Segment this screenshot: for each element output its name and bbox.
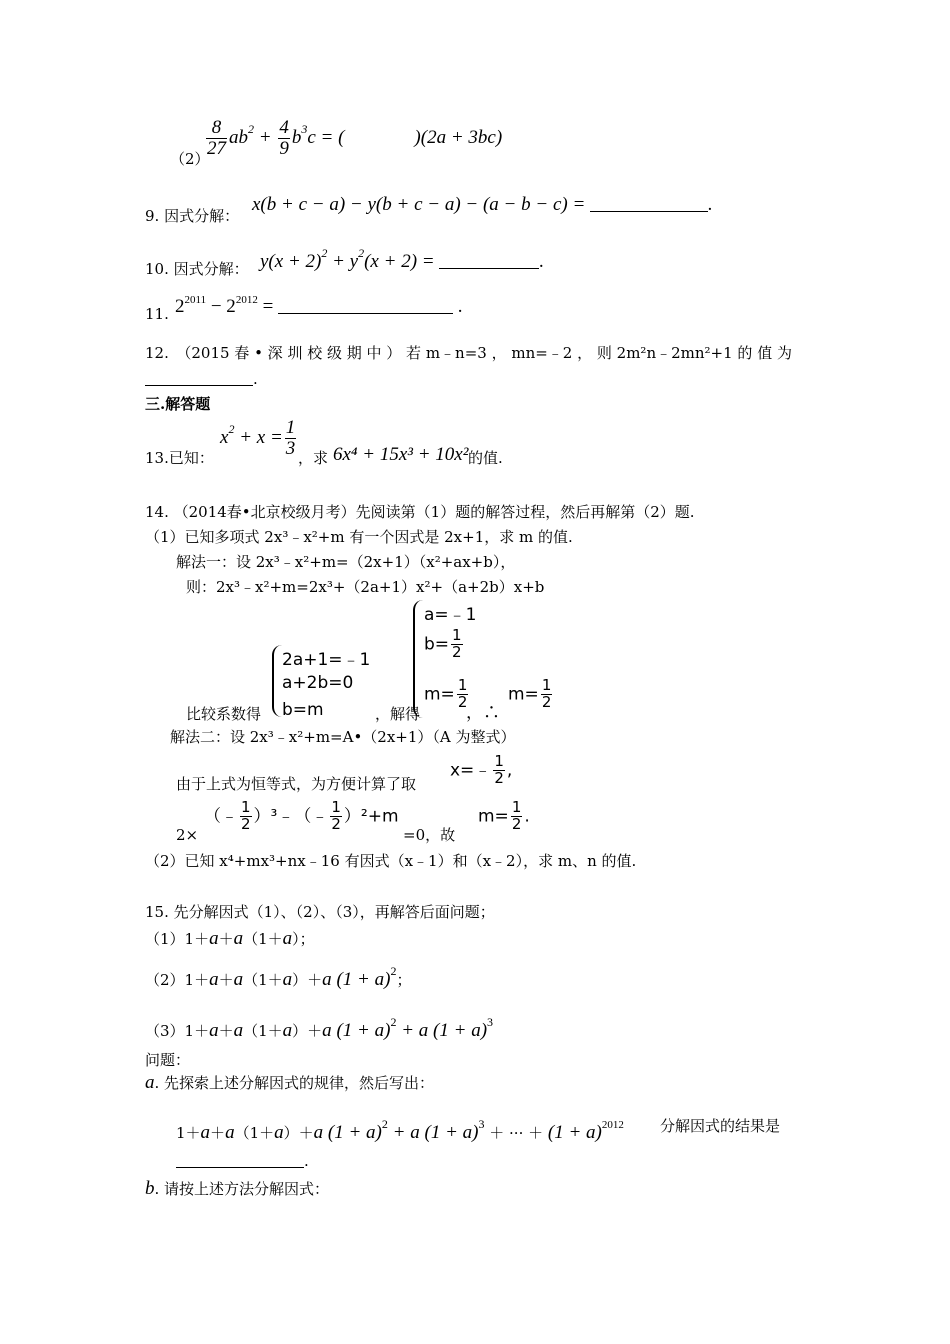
q14-compare: 比较系数得 [186, 705, 262, 723]
q14-therefore: ，∴ [466, 703, 500, 723]
q14-method2: 解法二：设 2x³﹣x²+m=A•（2x+1）（A 为整式） [170, 728, 516, 746]
q14-2x: 2× [176, 826, 199, 844]
q15-intro: 15. 先分解因式（1）、（2）、（3），再解答后面问题； [145, 903, 495, 921]
q8-label: （2） [170, 150, 210, 168]
q9-answer-blank[interactable] [590, 211, 708, 212]
q15-answer-line: . [176, 1152, 309, 1170]
q14-part2: （2）已知 x⁴+mx³+nx﹣16 有因式（x﹣1）和（x﹣2），求 m、n 的值. [145, 852, 637, 870]
q14-method1-b: 则：2x³﹣x²+m=2x³+（2a+1）x²+（a+2b）x+b [186, 578, 545, 596]
q13-tail: 的值. [468, 449, 503, 467]
q14-zero: =0，故 [403, 826, 456, 844]
q9-label: 9. 因式分解： [145, 207, 240, 225]
q11-label: 11. [145, 305, 169, 323]
q10-expression: $y(x + 2)^2 + y^2(x + 2)$ = . [260, 246, 545, 272]
q9-expression: x(b + c − a) − y(b + c − a) − (a − b − c) = . [252, 194, 713, 215]
q14-substitution: （﹣ $\frac{1}{2}$ ）³﹣（﹣ $\frac{1}{2}$ ）²+m [204, 798, 399, 833]
q14-sol-a: a=﹣1 [424, 605, 477, 625]
q14-m-result: m= $\frac{1}{2}$ [508, 676, 552, 711]
q11-answer-blank[interactable] [278, 313, 453, 314]
q13-label: 13.已知： [145, 449, 214, 467]
q14-sol-m: m= $\frac{1}{2}$ [424, 676, 468, 711]
q15-item1: （1）1＋a＋a（1＋a）； [145, 928, 315, 949]
q14-part1: （1）已知多项式 2x³﹣x²+m 有一个因式是 2x+1，求 m 的值. [145, 528, 573, 546]
q13-polynomial: 6x⁴ + 15x³ + 10x² [333, 444, 469, 465]
q15-result-text: 分解因式的结果是 [660, 1117, 781, 1135]
q12-text: 12. （2015 春 • 深 圳 校 级 期 中 ） 若 m﹣n=3 ， mn=﹣2 ， 则 2m²n﹣2mn²+1 的 值 为 [145, 344, 792, 362]
q11-expression: $2^{2011} - 2^{2012}$ = . [175, 294, 463, 317]
q14-m-result2: m= $\frac{1}{2}$ . [478, 798, 530, 833]
q10-label: 10. 因式分解： [145, 260, 249, 278]
q15-series: 1＋a＋a（1＋a）＋a $(1 + a)^2 + a$ $(1 + a)^3$ ＋ ··· ＋ $(1 + a)^{2012}$ [176, 1117, 624, 1143]
q14-sol-b: b= $\frac{1}{2}$ [424, 626, 462, 661]
section-title: 三.解答题 [145, 395, 211, 413]
q15-wenti: 问题： [145, 1051, 191, 1069]
q12-answer-blank[interactable] [145, 385, 253, 386]
q14-x-value: x=﹣ $\frac{1}{2}$ , [450, 752, 513, 787]
q14-intro: 14. （2014春•北京校级月考）先阅读第（1）题的解答过程，然后再解第（2）题. [145, 503, 695, 521]
q14-eq2: a+2b=0 [282, 673, 354, 693]
left-brace-system [272, 645, 282, 717]
q15-question-a: a. 先探索上述分解因式的规律，然后写出： [145, 1072, 435, 1093]
q14-solve: ，解得 [375, 705, 421, 723]
q15-item2: （2）1＋a＋a（1＋a）＋a $(1 + a)^2$； [145, 964, 412, 990]
q14-eq1: 2a+1=﹣1 [282, 650, 371, 670]
q15-answer-blank[interactable] [176, 1167, 304, 1168]
q13-given: $x^2 + x$ = $\frac{1}{3}$ [220, 417, 296, 459]
q13-ask: ，求 [298, 449, 329, 467]
q8-expression: $\frac{8}{27}$ $ab^2$ + $\frac{4}{9}$ $b^3c$ = ( )(2a + 3bc) [207, 117, 503, 159]
q14-eq3: b=m [282, 700, 324, 720]
q15-question-b: b. 请按上述方法分解因式： [145, 1178, 330, 1199]
q10-answer-blank[interactable] [439, 268, 539, 269]
q14-method2-b: 由于上式为恒等式，为方便计算了取 [176, 775, 417, 793]
q14-method1-a: 解法一：设 2x³﹣x²+m=（2x+1）（x²+ax+b）， [176, 553, 516, 571]
q15-item3: （3）1＋a＋a（1＋a）＋a $(1 + a)^2 + a$ $(1 + a)^3$ [145, 1015, 494, 1041]
q12-answer-line: . [145, 370, 258, 388]
right-brace-solution [413, 600, 423, 718]
